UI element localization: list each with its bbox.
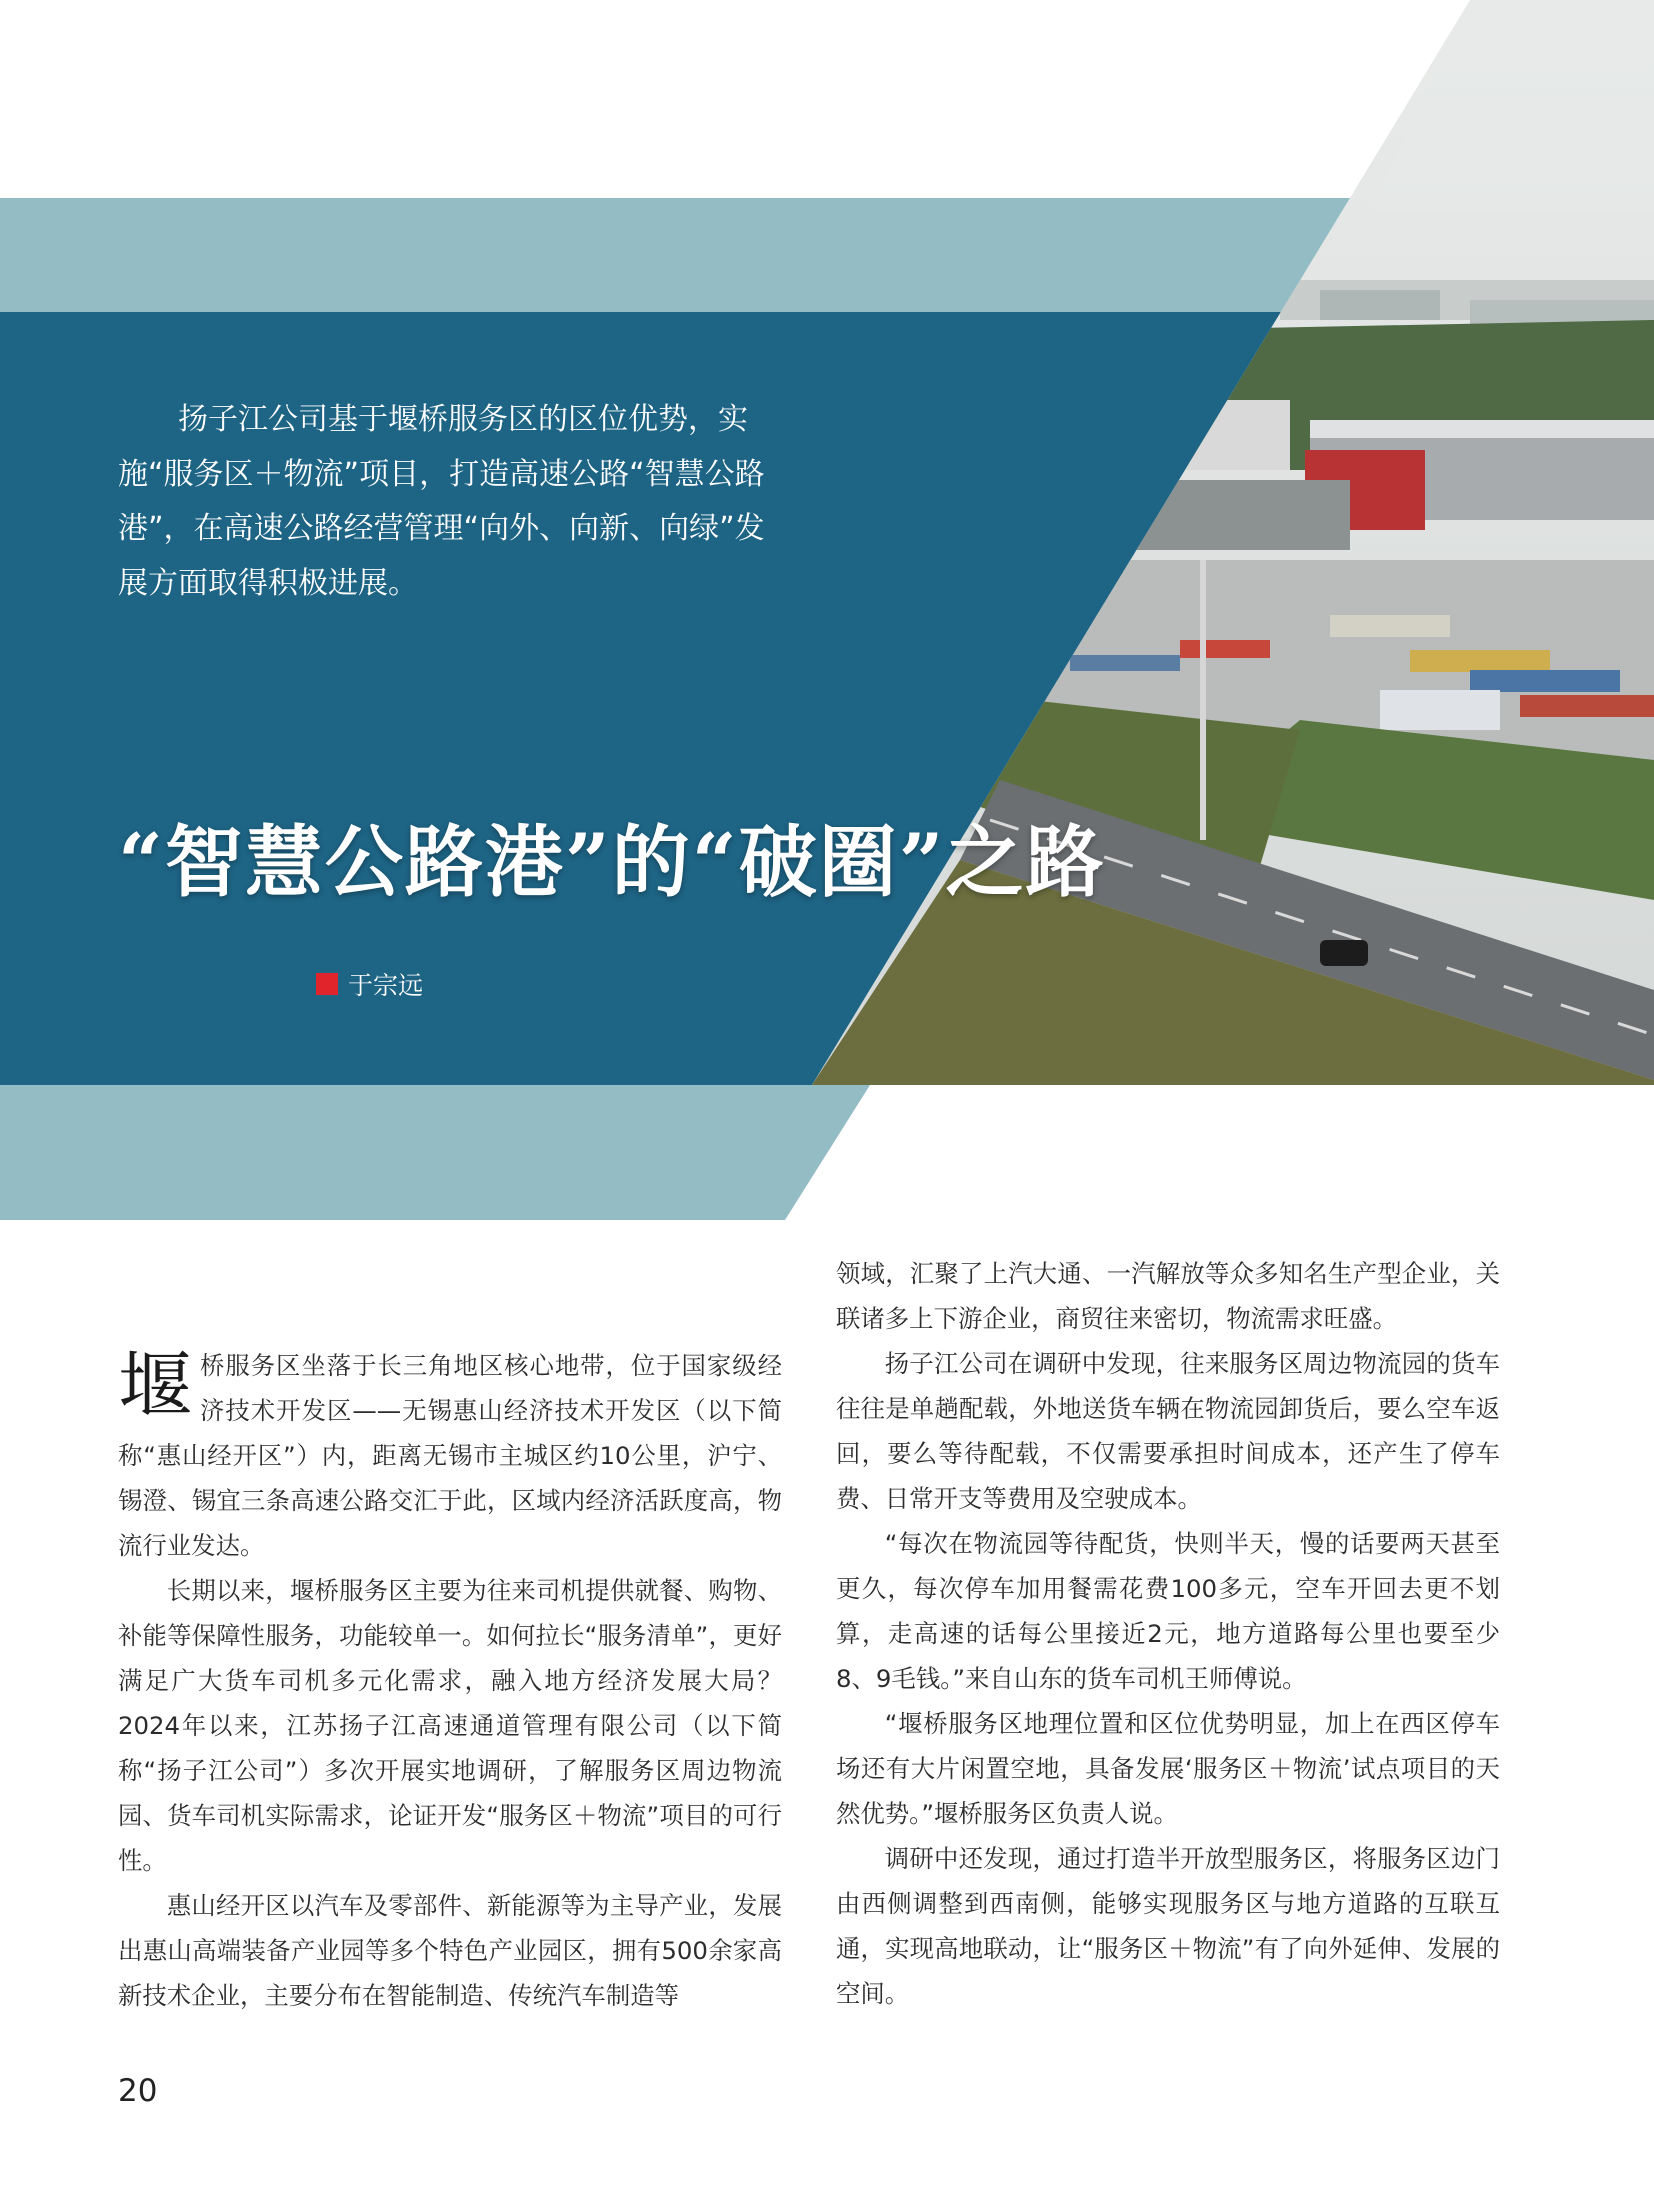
author-byline (316, 966, 423, 1002)
body-paragraph-text: 桥服务区坐落于长三角地区核心地带，位于国家级经济技术开发区——无锡惠山经济技术开发区（以下简称“惠山经开区”）内，距离无锡市主城区约10公里，沪宁、锡澄、锡宜三条高速公路交汇于此，区域内经济活跃度高，物流行业发达。 (118, 1351, 782, 1560)
body-paragraph: 扬子江公司在调研中发现，往来服务区周边物流园的货车往往是单趟配载，外地送货车辆在物流园卸货后，要么空车返回，要么等待配载，不仅需要承担时间成本，还产生了停车费、日常开支等费用及空驶成本。 (836, 1349, 1500, 1513)
lead-paragraph: 扬子江公司基于堰桥服务区的区位优势，实施“服务区＋物流”项目，打造高速公路“智慧公路港”，在高速公路经营管理“向外、向新、向绿”发展方面取得积极进展。 (118, 402, 765, 601)
drop-cap: 堰 (118, 1343, 192, 1429)
right-column (836, 1251, 1500, 2016)
body-paragraph: 调研中还发现，通过打造半开放型服务区，将服务区边门由西侧调整到西南侧，能够实现服务区与地方道路的互联互通，实现高地联动，让“服务区＋物流”有了向外延伸、发展的空间。 (836, 1844, 1500, 2008)
body-paragraph-continued: 领域，汇聚了上汽大通、一汽解放等众多知名生产型企业，关联诸多上下游企业，商贸往来密切，物流需求旺盛。 (836, 1259, 1500, 1333)
body-paragraph: “每次在物流园等待配货，快则半天，慢的话要两天甚至更久，每次停车加用餐需花费100多元，空车开回去更不划算，走高速的话每公里接近2元，地方道路每公里也要至少8、9毛钱。”来自山东的货车司机王师傅说。 (836, 1529, 1500, 1693)
author-mark-icon (316, 973, 338, 995)
page-number: 20 (118, 2073, 158, 2109)
body-paragraph (118, 1343, 782, 1568)
left-column (118, 1343, 782, 2018)
article-title: “智慧公路港”的“破圈”之路 (118, 817, 1106, 908)
body-paragraph: 长期以来，堰桥服务区主要为往来司机提供就餐、购物、补能等保障性服务，功能较单一。如何拉长“服务清单”，更好满足广大货车司机多元化需求，融入地方经济发展大局？2024年以来，江苏扬子江高速通道管理有限公司（以下简称“扬子江公司”）多次开展实地调研，了解服务区周边物流园、货车司机实际需求，论证开发“服务区＋物流”项目的可行性。 (118, 1576, 782, 1875)
body-paragraph: “堰桥服务区地理位置和区位优势明显，加上在西区停车场还有大片闲置空地，具备发展‘服务区＋物流’试点项目的天然优势。”堰桥服务区负责人说。 (836, 1709, 1500, 1828)
body-paragraph: 惠山经开区以汽车及零部件、新能源等为主导产业，发展出惠山高端装备产业园等多个特色产业园区，拥有500余家高新技术企业，主要分布在智能制造、传统汽车制造等 (118, 1891, 782, 2010)
author-name: 于宗远 (348, 971, 424, 1000)
